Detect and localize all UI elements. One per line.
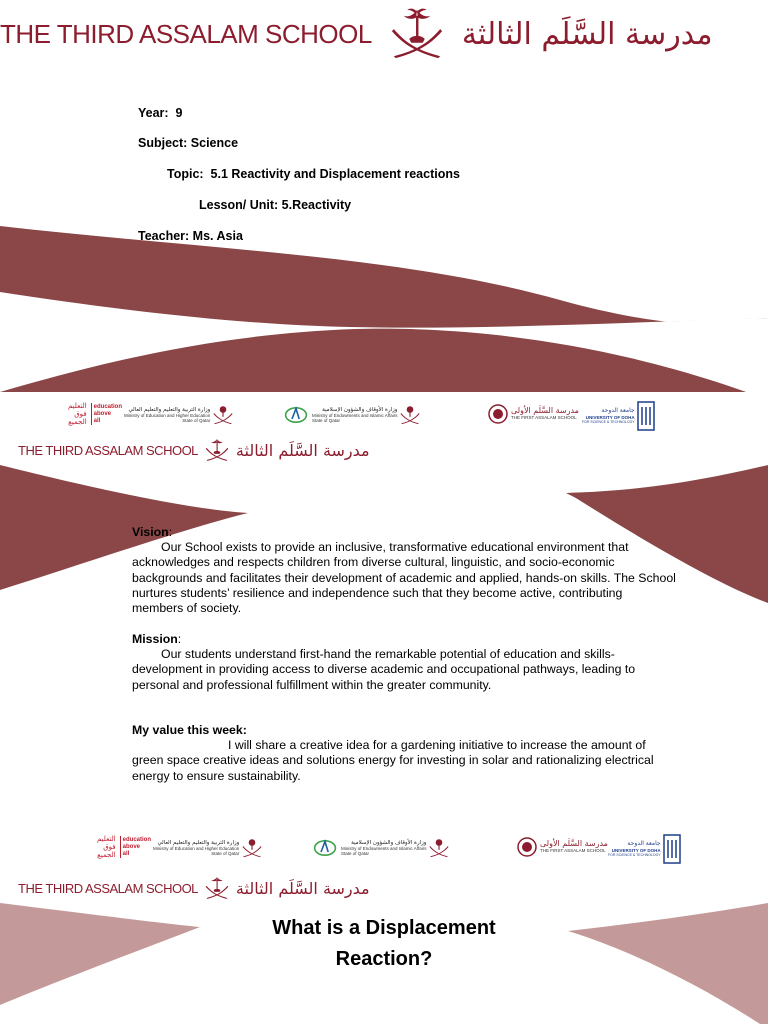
awqaf-leaf-icon	[284, 404, 308, 426]
education-above-all-logo: التعليم فوق الجميع education above all	[97, 835, 151, 859]
school-banner-small	[18, 875, 370, 901]
pink-wing-left	[0, 903, 200, 1005]
slide-displacement-title	[0, 875, 768, 1024]
qatar-emblem-icon	[212, 404, 234, 426]
udst-pillar-icon	[637, 401, 655, 431]
awqaf-leaf-icon	[313, 837, 337, 859]
seal-icon	[488, 404, 508, 424]
year-line	[138, 106, 183, 120]
udst-pillar-icon	[663, 834, 681, 864]
subject-line: Subject: Science	[138, 136, 239, 150]
vision-label: Vision	[132, 525, 169, 539]
value-text: I will share a creative idea for a gardening initiative to increase the amount of green space creative ideas and solutions energy for investing in solar and rationalizing electrical energy to ensure sustainability.	[132, 738, 654, 783]
university-doha-logo: جامعة الدوحة UNIVERSITY OF DOHA FOR SCIENCE & TECHNOLOGY	[608, 834, 681, 864]
lesson-unit-line: Lesson/ Unit: 5.Reactivity	[199, 198, 352, 212]
pink-wing-right	[568, 903, 768, 1024]
school-banner	[0, 6, 713, 62]
ministry-education-logo: وزارة التربية والتعليم والتعليم العالي Ministry of Education and Higher Education State of Qatar	[153, 837, 263, 859]
ministry-education-logo: وزارة التربية والتعليم والتعليم العالي Ministry of Education and Higher Education State of Qatar	[124, 404, 234, 426]
mission-text: Our students understand first-hand the remarkable potential of education and skills-development in providing access to diverse academic and occupational pathways, leading to personal and professional fulfillment within the greater community.	[132, 647, 636, 692]
school-name-en: THE THIRD ASSALAM SCHOOL	[18, 442, 198, 458]
school-name-en: THE THIRD ASSALAM SCHOOL	[0, 18, 372, 49]
ministry-endowments-logo: وزارة الأوقاف والشؤون الإسلامية Ministry of Endowments and Islamic Affairs State of Qatar	[313, 837, 450, 859]
topic-label: Topic:	[167, 167, 204, 181]
school-crest-icon	[204, 437, 230, 463]
school-name-en: THE THIRD ASSALAM SCHOOL	[18, 880, 198, 896]
ministry-endowments-logo: وزارة الأوقاف والشؤون الإسلامية Ministry of Endowments and Islamic Affairs State of Qatar	[284, 404, 421, 426]
school-crest-icon	[388, 6, 446, 62]
qatar-emblem-icon	[428, 837, 450, 859]
topic-line	[167, 167, 460, 181]
value-section	[132, 723, 677, 784]
title-line-1: What is a Displacement	[272, 917, 496, 939]
school-banner-small	[18, 437, 370, 463]
seal-icon	[517, 837, 537, 857]
mission-label: Mission	[132, 632, 178, 646]
title-line-2: Reaction?	[335, 948, 433, 970]
topic-value: 5.1 Reactivity and Displacement reactions	[210, 167, 460, 181]
partner-logos-strip	[0, 831, 768, 867]
slide-vision-mission	[0, 435, 768, 875]
teacher-line: Teacher: Ms. Asia	[138, 229, 243, 243]
vision-section: Vision: Our School exists to provide an inclusive, transformative educational environment that acknowledges and respects children from diverse cultural, linguistic, and socio-economic backgrounds and facilitates their development of academic and applied, hands-on skills. The School nurtures students’ resilience and independence such that they become active, contributing members of society.	[132, 525, 676, 616]
school-name-ar: مدرسة السَّلَم الثالثة	[235, 878, 370, 898]
qatar-emblem-icon	[399, 404, 421, 426]
first-assalam-school-logo: مدرسة السَّلَم الأولى THE FIRST ASSALAM SCHOOL	[517, 837, 608, 857]
slide-title	[208, 913, 560, 975]
partner-logos-strip	[0, 398, 768, 434]
mission-section: Mission: Our students understand first-hand the remarkable potential of education and skills-development in providing access to diverse academic and occupational pathways, leading to personal and professional fulfillment within the greater community.	[132, 632, 677, 693]
education-above-all-logo: التعليم فوق الجميع education above all	[68, 402, 122, 426]
qatar-emblem-icon	[241, 837, 263, 859]
value-label: My value this week:	[132, 723, 247, 737]
slide-cover	[0, 0, 768, 435]
school-crest-icon	[204, 875, 230, 901]
vision-text: Our School exists to provide an inclusive, transformative educational environment that acknowledges and respects children from diverse cultural, linguistic, and socio-economic backgrounds and facilitates their development of academic and applied, hands-on skills. The School nurtures students’ resilience and independence such that they become active, contributing members of society.	[132, 540, 676, 616]
school-name-ar: مدرسة السَّلَم الثالثة	[235, 440, 370, 460]
university-doha-logo: جامعة الدوحة UNIVERSITY OF DOHA FOR SCIENCE & TECHNOLOGY	[582, 401, 655, 431]
year-label: Year:	[138, 106, 169, 120]
slide-background-shape	[0, 0, 768, 435]
first-assalam-school-logo: مدرسة السَّلَم الأولى THE FIRST ASSALAM SCHOOL	[488, 404, 579, 424]
school-name-ar: مدرسة السَّلَم الثالثة	[461, 16, 713, 52]
year-value: 9	[175, 106, 183, 120]
